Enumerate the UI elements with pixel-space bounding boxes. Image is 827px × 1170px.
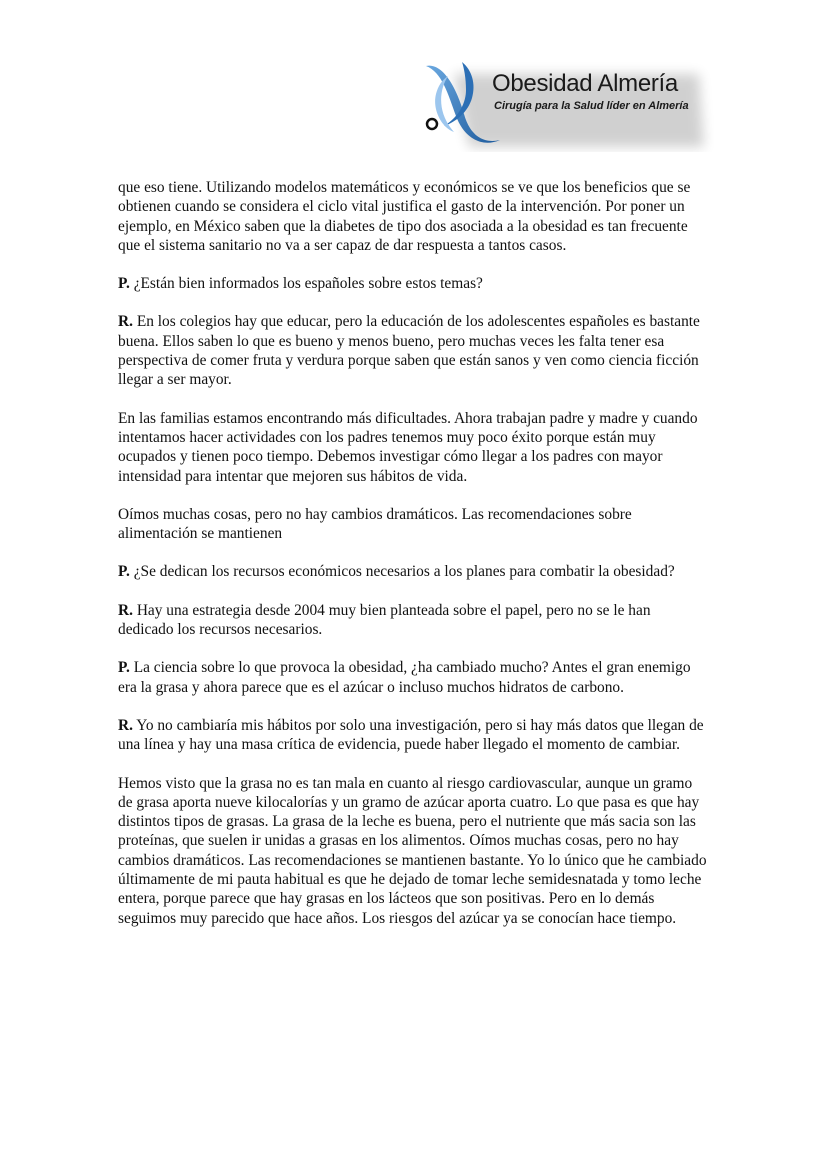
answer-text: En los colegios hay que educar, pero la educación de los adolescentes españoles es bastante buena. Ellos saben lo que es bueno y menos bueno, pero muchas veces les falta tener esa perspectiva de comer fruta y verdura porque saben que están sanos y ven como ciencia ficción llegar a ser mayor. — [118, 313, 700, 389]
document-body — [118, 178, 708, 947]
answer — [118, 716, 708, 755]
answer-text: Hay una estrategia desde 2004 muy bien planteada sobre el papel, pero no se le han dedicado los recursos necesarios. — [118, 601, 651, 639]
logo-title: Obesidad Almería — [492, 70, 678, 97]
logo-subtitle: Cirugía para la Salud líder en Almería — [494, 100, 689, 112]
question — [118, 658, 708, 697]
paragraph: que eso tiene. Utilizando modelos matemáticos y económicos se ve que los beneficios que se obtienen cuando se considera el ciclo vital justifica el gasto de la intervención. Por poner un ejemplo, en México saben que la diabetes de tipo dos asociada a la obesidad es tan frecuente que el sistema sanitario no va a ser capaz de dar respuesta a tantos casos. — [118, 179, 691, 254]
paragraph: En las familias estamos encontrando más dificultades. Ahora trabajan padre y madre y cuando intentamos hacer actividades con los padres tenemos muy poco éxito porque están muy ocupados y tienen poco tiempo. Debemos investigar cómo llegar a los padres con mayor intensidad para intentar que mejoren sus hábitos de vida. — [118, 409, 698, 485]
question-text: ¿Se dedican los recursos económicos necesarios a los planes para combatir la obesidad? — [129, 563, 675, 581]
answer — [118, 312, 708, 389]
answer-label: R. — [118, 716, 133, 734]
answer-label: R. — [118, 601, 133, 619]
question-text: La ciencia sobre lo que provoca la obesidad, ¿ha cambiado mucho? Antes el gran enemigo era la grasa y ahora parece que es el azúcar o incluso muchos hidratos de carbono. — [118, 659, 691, 696]
answer-label: R. — [118, 313, 133, 331]
paragraph: Oímos muchas cosas, pero no hay cambios dramáticos. Las recomendaciones sobre alimentación se mantienen — [118, 505, 632, 543]
answer-text: Yo no cambiaría mis hábitos por solo una investigación, pero si hay más datos que llegan de una línea y hay una masa crítica de evidencia, puede haber llegado el momento de cambiar. — [118, 716, 704, 754]
answer — [118, 601, 708, 640]
question — [118, 274, 708, 293]
question-text: ¿Están bien informados los españoles sobre estos temas? — [129, 275, 483, 293]
question — [118, 562, 708, 581]
question-label: P. — [118, 659, 130, 677]
header-logo — [414, 52, 714, 152]
paragraph: Hemos visto que la grasa no es tan mala en cuanto al riesgo cardiovascular, aunque un gramo de grasa aporta nueve kilocalorías y un gramo de azúcar aporta cuatro. Lo que pasa es que hay distintos tipos de grasas. La grasa de la leche es buena, pero el nutriente que más sacia son las proteínas, que suelen ir unidas a grasas en los alimentos. Oímos muchas cosas, pero no hay cambios dramáticos. Las recomendaciones se mantienen bastante. Yo lo único que he cambiado últimamente de mi pauta habitual es que he dejado de tomar leche semidesnatada y tomo leche entera, porque parece que hay grasas en los lácteos que son positivas. Pero en lo demás seguimos muy parecido que hace años. Los riesgos del azúcar ya se conocían hace tiempo. — [118, 774, 707, 927]
question-label: P. — [118, 275, 130, 293]
question-label: P. — [118, 563, 130, 581]
